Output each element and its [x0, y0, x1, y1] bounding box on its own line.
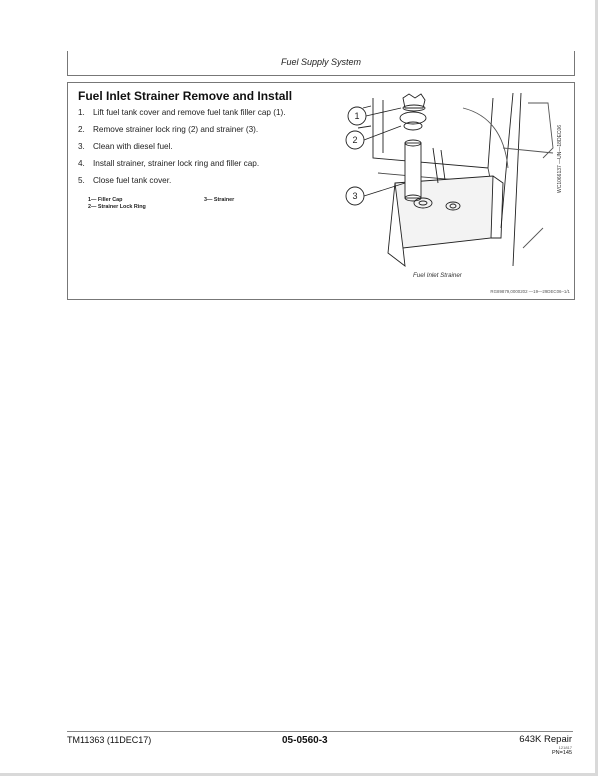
footer-product-block: [519, 734, 572, 757]
step-item: [78, 124, 286, 141]
step-item: [78, 175, 286, 192]
footer-date: 121817: [558, 745, 572, 750]
step-number: 5.: [78, 176, 85, 185]
legend-row: [88, 204, 348, 211]
legend-row: [88, 197, 348, 204]
parts-legend: [88, 197, 348, 211]
legend-item-lock-ring: 2— Strainer Lock Ring: [88, 204, 146, 210]
illustration-drawing: [343, 88, 568, 280]
product-title: 643K Repair: [519, 734, 572, 745]
procedure-steps: [78, 107, 286, 192]
step-text: Install strainer, strainer lock ring and filler cap.: [93, 159, 260, 168]
step-text: Remove strainer lock ring (2) and strainer (3).: [93, 125, 259, 134]
page-number: 05-0560-3: [282, 735, 328, 746]
legend-item-filler-cap: 1— Filler Cap: [88, 197, 123, 203]
step-number: 1.: [78, 108, 85, 117]
procedure-section: [67, 82, 575, 300]
legend-item-strainer: 3— Strainer: [204, 197, 235, 203]
step-text: Close fuel tank cover.: [93, 176, 172, 185]
callout-label-2: 2: [352, 135, 358, 145]
illustration-side-code: WC1066137 —UN—18DEC06: [557, 124, 563, 193]
callout-label-1: 1: [354, 111, 360, 121]
step-number: 2.: [78, 125, 85, 134]
step-item: [78, 107, 286, 124]
section-title: Fuel Inlet Strainer Remove and Install: [78, 89, 293, 103]
fuel-strainer-illustration: [343, 88, 568, 280]
step-number: 4.: [78, 159, 85, 168]
header-title: Fuel Supply System: [280, 57, 362, 67]
pn-number: PN=145: [551, 750, 572, 756]
manual-number: TM11363 (11DEC17): [67, 735, 152, 745]
callout-label-3: 3: [352, 191, 358, 201]
step-text: Clean with diesel fuel.: [93, 142, 173, 151]
step-item: [78, 141, 286, 158]
footer-divider: [67, 731, 573, 732]
page-header: [67, 51, 575, 76]
illustration-caption: Fuel Inlet Strainer: [413, 272, 462, 279]
reference-code: RG89879,0000202 —19—29DEC06–1/1: [490, 289, 570, 294]
step-number: 3.: [78, 142, 85, 151]
step-item: [78, 158, 286, 175]
step-text: Lift fuel tank cover and remove fuel tank filler cap (1).: [93, 108, 286, 117]
